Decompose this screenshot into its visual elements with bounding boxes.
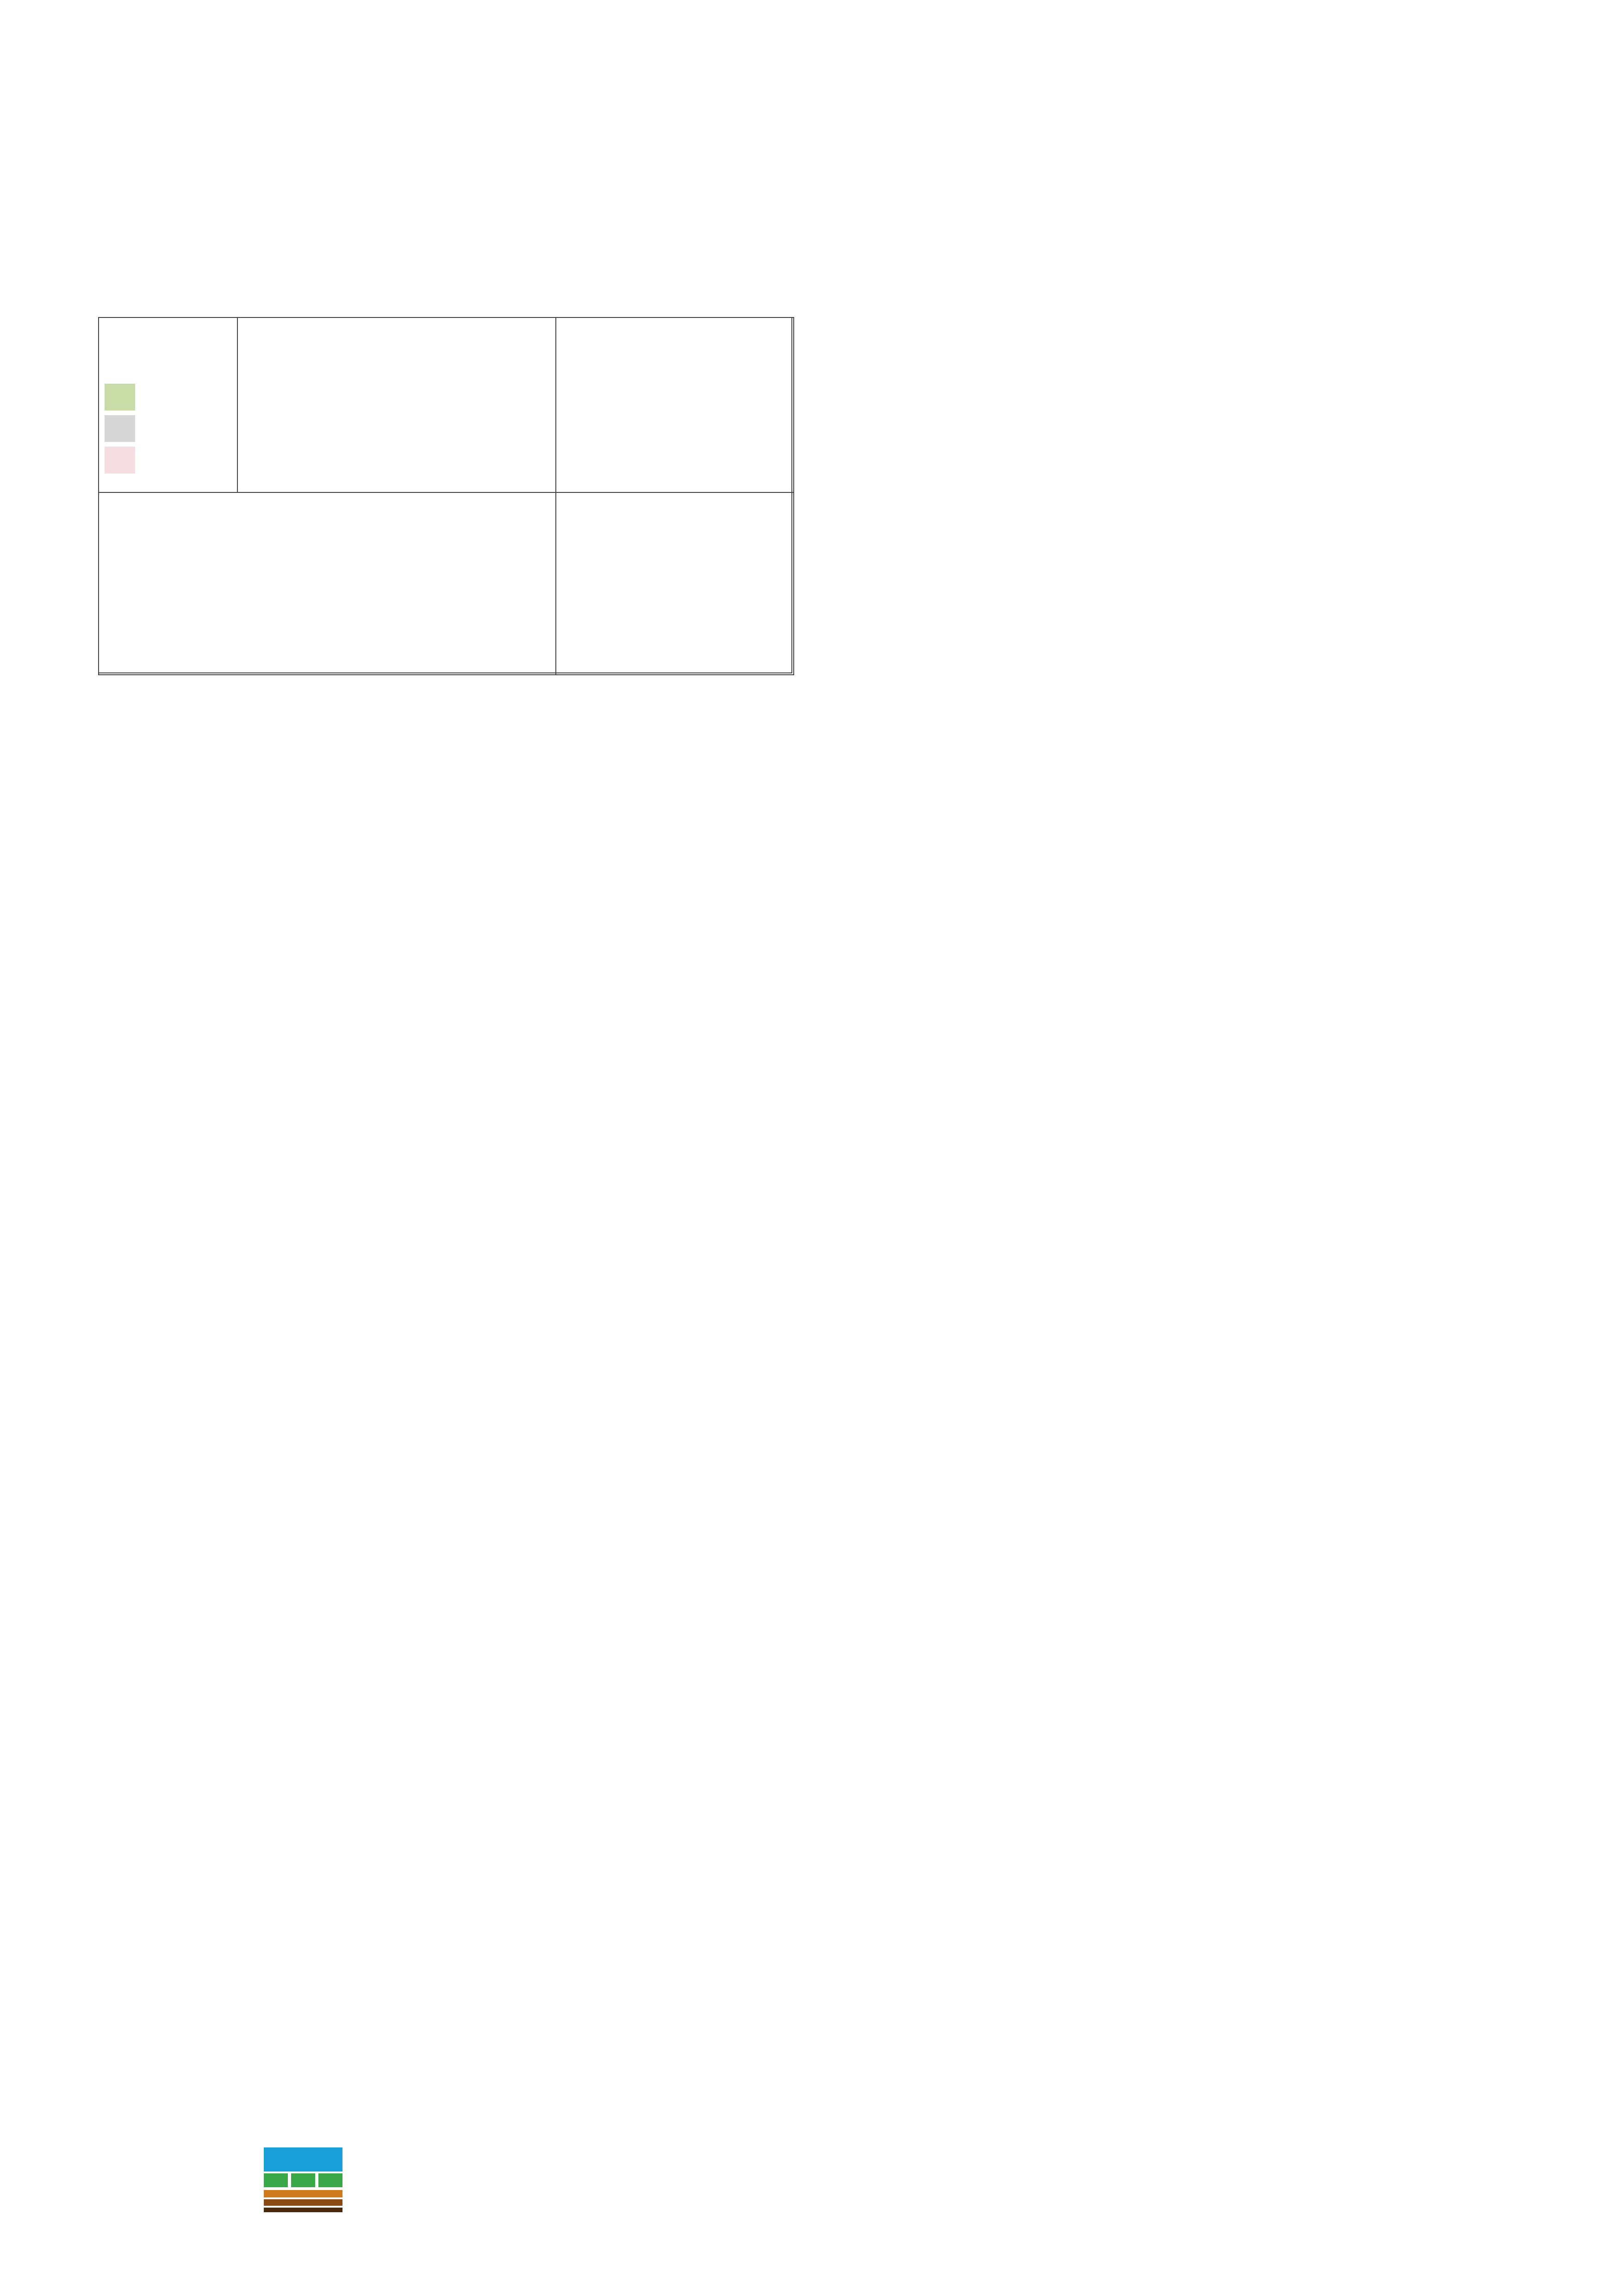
legend-photo1: [237, 317, 556, 493]
legend-photo2: [555, 317, 794, 493]
legend-swatch-growing: [105, 384, 135, 411]
legend-crop-cell: [98, 317, 238, 493]
legend-swatch-preparing: [105, 415, 135, 442]
legend-status-cell: [555, 492, 794, 675]
toyotane-logo: [264, 2147, 342, 2231]
legend-box: [98, 317, 792, 673]
legend-swatch-final: [105, 447, 135, 473]
legend-env-cell: [98, 492, 556, 675]
